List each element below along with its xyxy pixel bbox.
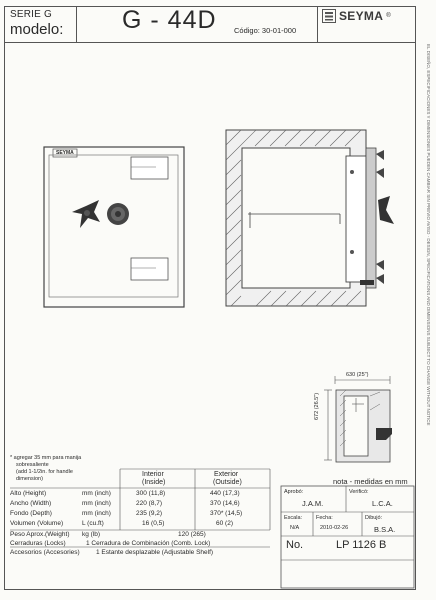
escala-value: N/A (290, 525, 300, 531)
front-view (44, 147, 184, 307)
drawing-sheet: SERIE G modelo: G - 44D Código: 30-01-000 SEYMA ® SEYMA 630 (25") 672 (26.5") nota - medidas en mm * agregar 35 mm para manija sobresaliente (add 1-1/2in. for handle dimension) Interior (Inside) Exterior (Outside) Alto (Height) mm (inch) 300 (11,8) 440 (17,3) Ancho (Width) mm (inch) 220 (8,7) 370 (14,6) Fondo (Depth) mm (inch) 235 (9,2) 370* (14,5) Volumen (Volume) L (cu.ft) 16 (0,5) 60 (2) Peso Aprox.(Weight) kg (lb) 120 (265) Cerraduras (Locks) 1 Cerradura de Combinación (Comb. Lock) Accesorios (Accesories) 1 Estante desplazable (Adjustable Shelf) Aprobó: J.A.M. Verificó: L.C.A. Escala: N/A Fecha: 2010-02-26 Dibujó: B.S.A. No. LP 1126 B EL DISEÑO, ESPECIFICACIONES Y DIMENSIONES PUEDEN CAMBIAR SIN PREVIO AVISO · DESIGN, SPECIFICATIONS AND DIMENSIONS SUBJECT TO CHANGE WITHOUT NOTICE (0, 0, 436, 600)
note-line: sobresaliente (16, 462, 49, 468)
verifico-value: L.C.A. (372, 499, 393, 508)
verifico-label: Verificó: (349, 489, 369, 495)
side-disclaimer: EL DISEÑO, ESPECIFICACIONES Y DIMENSIONES PUEDEN CAMBIAR SIN PREVIO AVISO · DESIGN, SPECIFICATIONS AND DIMENSIONS SUBJECT TO CHANGE WITHOUT NOTICE (426, 44, 431, 426)
note-line: dimension) (16, 476, 43, 482)
modelo-label: modelo: (10, 21, 64, 38)
dim-width-label: 630 (25") (346, 372, 369, 378)
handle-note (10, 455, 81, 483)
brand-registered: ® (386, 13, 391, 19)
side-profile (324, 376, 392, 462)
no-label: No. (286, 539, 304, 551)
note-line: * agregar 35 mm para manija (10, 455, 82, 461)
brand-name: SEYMA (339, 9, 384, 23)
col-exterior-sub: (Outside) (213, 479, 242, 486)
col-interior-sub: (Inside) (142, 479, 166, 486)
dim-height-label: 672 (26.5") (314, 392, 320, 420)
dibujo-value: B.S.A. (374, 525, 396, 534)
front-plate-label: SEYMA (56, 150, 74, 156)
approval-box-lines (281, 486, 414, 588)
fecha-value: 2010-02-26 (320, 525, 349, 531)
note-line: (add 1-1/2in. for handle (16, 469, 73, 475)
section-view (226, 130, 394, 306)
drawing-number: LP 1126 B (336, 539, 387, 551)
codigo-label: Código: 30-01-000 (234, 26, 297, 35)
col-interior: Interior (142, 471, 164, 478)
nota-medidas: nota - medidas en mm (333, 477, 408, 486)
fecha-label: Fecha: (316, 515, 333, 521)
escala-label: Escala: (284, 515, 303, 521)
col-exterior: Exterior (214, 471, 239, 478)
model-name: G - 44D (122, 6, 217, 34)
aprobo-value: J.A.M. (302, 499, 324, 508)
serie-label: SERIE G (10, 9, 52, 20)
dibujo-label: Dibujó: (365, 515, 383, 521)
aprobo-label: Aprobó: (284, 489, 304, 495)
